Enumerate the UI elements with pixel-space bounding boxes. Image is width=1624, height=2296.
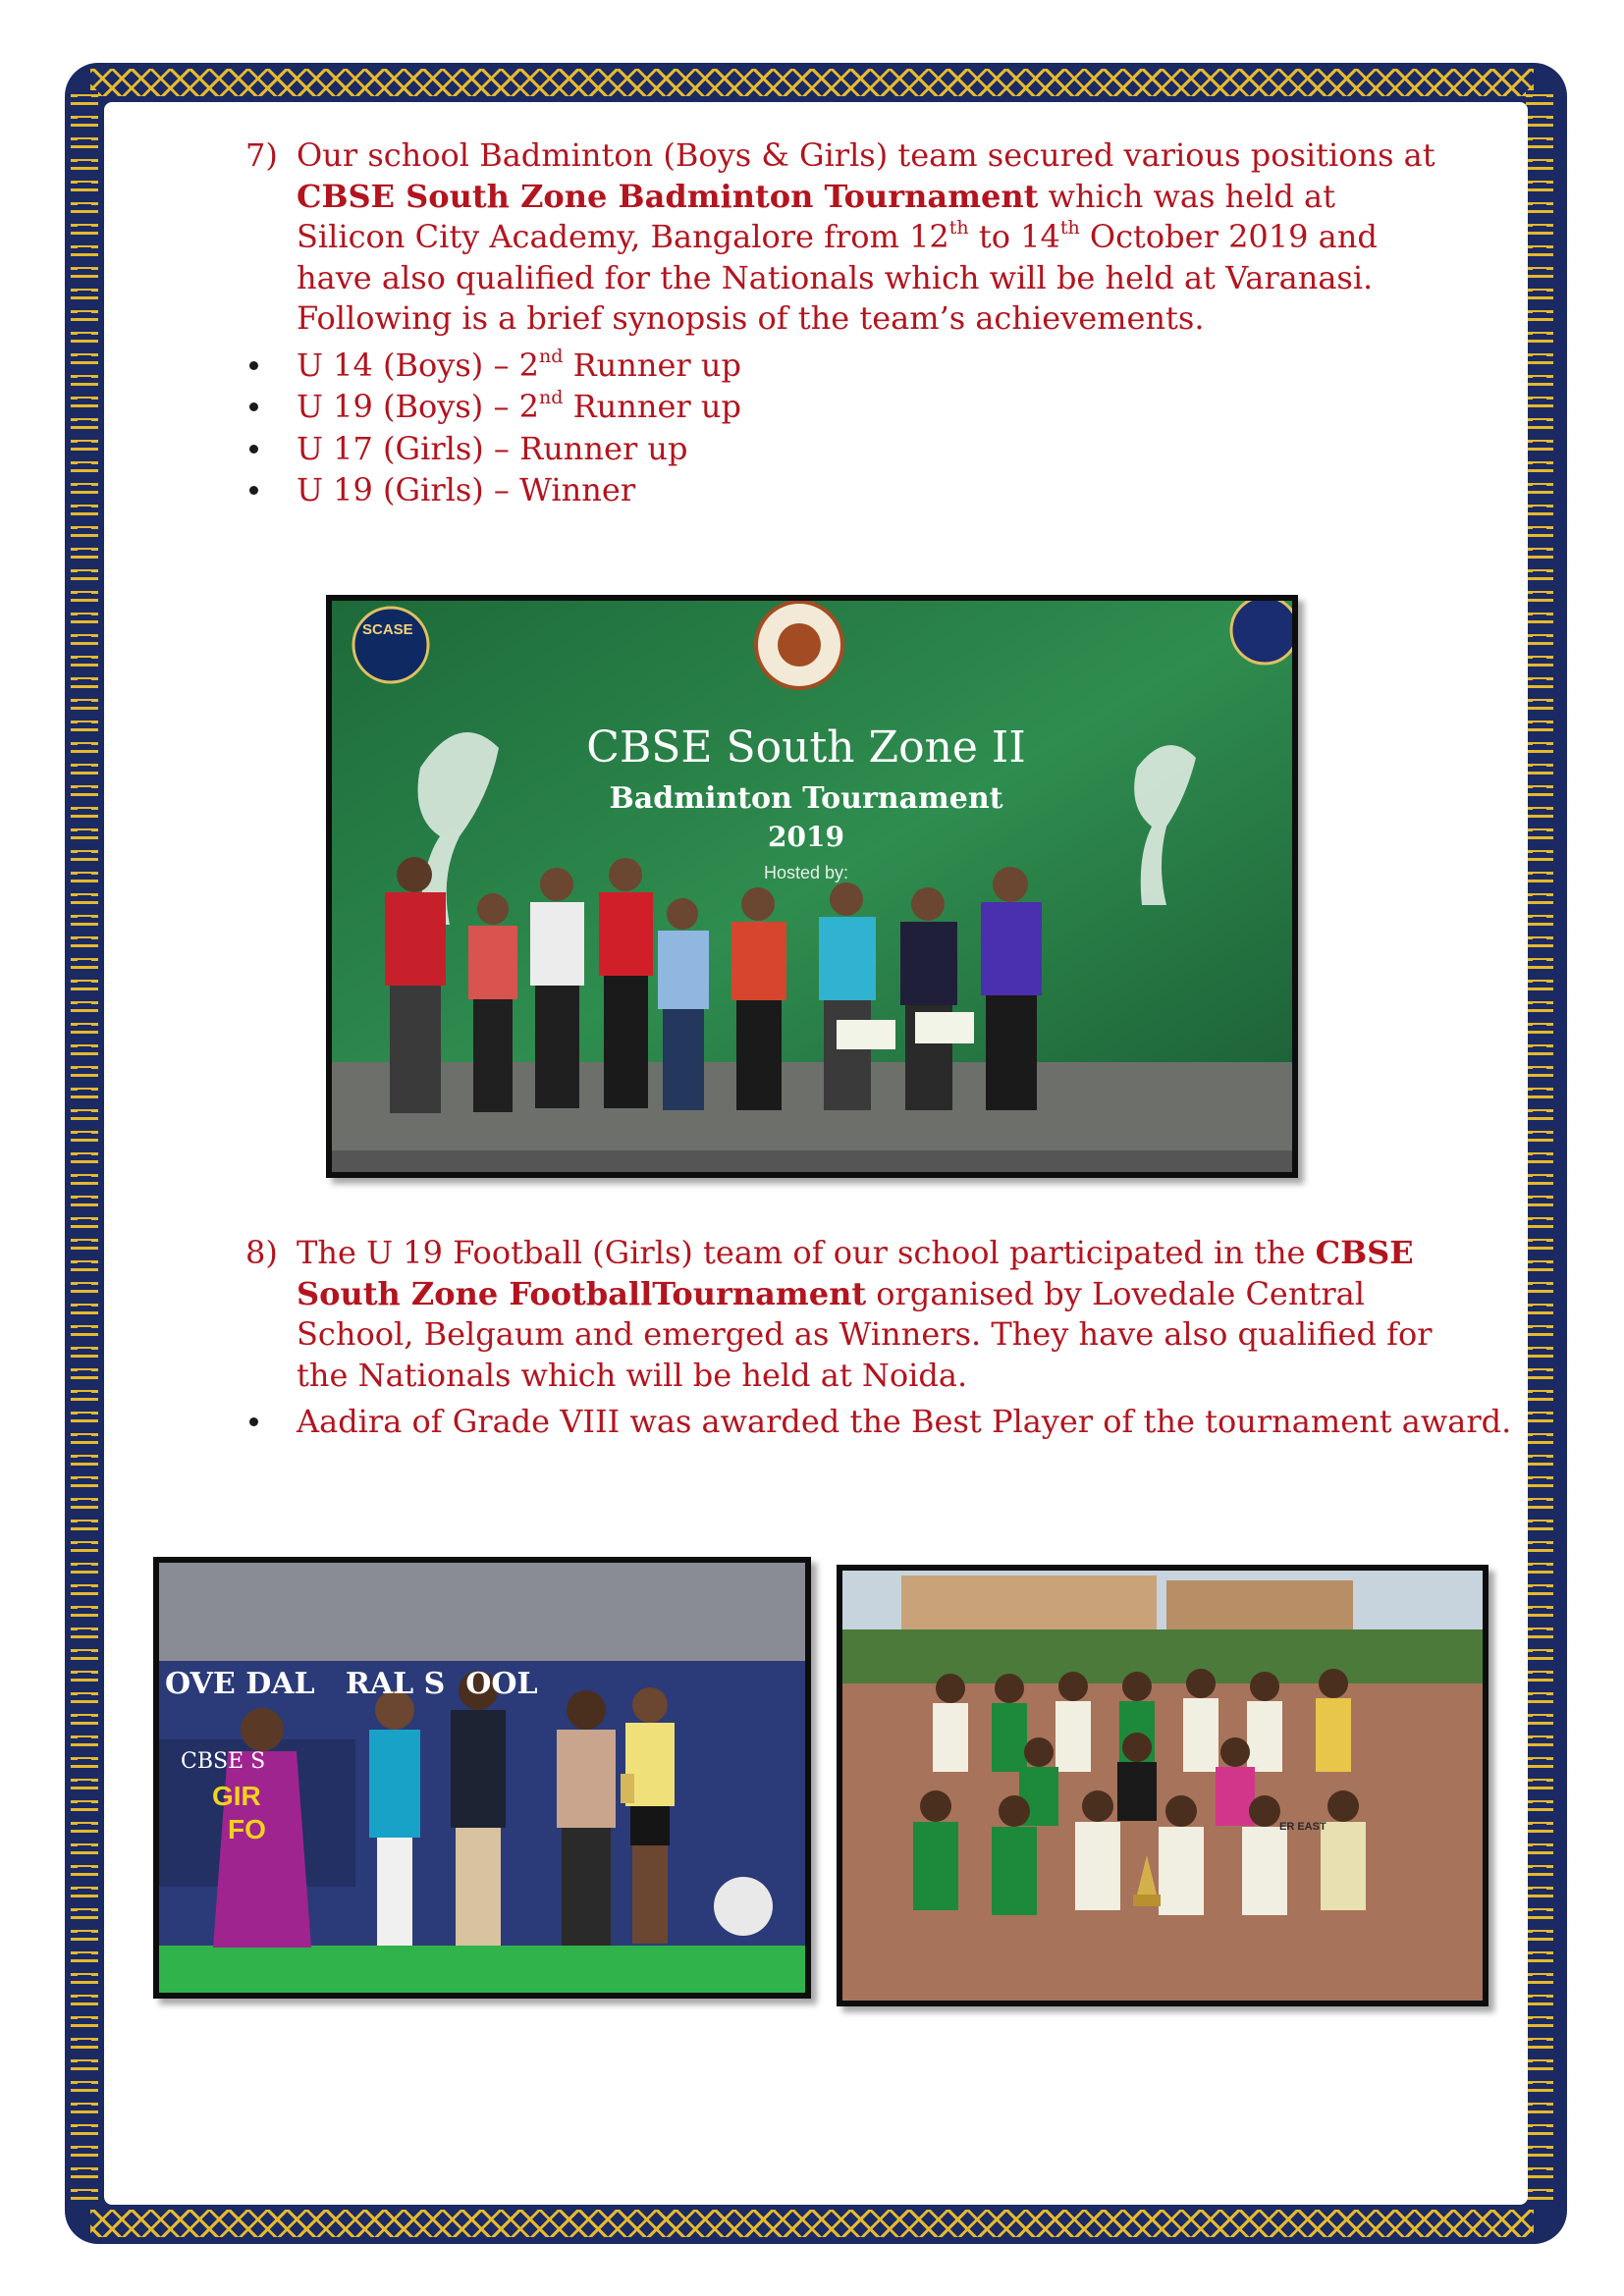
section-8-bold: CBSE South Zone FootballTournament <box>297 1234 1414 1312</box>
section-7-paragraph <box>245 135 1445 340</box>
badminton-team-photo <box>326 595 1298 1178</box>
banner-hosted: Hosted by: <box>763 863 849 882</box>
result-sup: nd <box>538 346 564 368</box>
section-7-number: 7) <box>245 136 278 174</box>
banner-subtitle: Badminton Tournament <box>609 781 1003 816</box>
result-text-post: Runner up <box>563 347 741 384</box>
section-8-paragraph <box>245 1233 1445 1396</box>
result-text: U 19 (Girls) – Winner <box>297 471 636 508</box>
award-ceremony-photo <box>153 1557 811 1999</box>
bullet-dot <box>249 1417 258 1426</box>
bullet-dot <box>249 402 258 411</box>
result-text-post: Runner up <box>563 388 741 425</box>
girls-banner-text: GIR <box>212 1781 261 1811</box>
best-player-text: Aadira of Grade VIII was awarded the Best Player of the tournament award. <box>297 1403 1512 1440</box>
person <box>625 1687 675 1944</box>
section-7-sup-1: th <box>948 217 969 240</box>
person <box>451 1671 506 1946</box>
section-7-text-to: to 14 <box>968 218 1060 255</box>
football-banner-text: FO <box>228 1814 266 1844</box>
trophy <box>621 1774 634 1803</box>
section-8-text-after: organised by Lovedale Central School, Belgaum and emerged as Winners. They have also qualified for the Nationals which will be held at Noida. <box>297 1274 1433 1394</box>
football-team-photo <box>837 1565 1489 2006</box>
bullet-dot <box>249 361 258 370</box>
banner-title: CBSE South Zone II <box>586 722 1026 773</box>
jersey-text: ER EAST <box>1279 1821 1326 1833</box>
section-8-number: 8) <box>245 1234 278 1271</box>
award-photo-illustration <box>159 1563 805 1993</box>
result-sup: nd <box>538 387 564 409</box>
section-7-bold: CBSE South Zone Badminton Tournament <box>297 177 1039 215</box>
section-7-sup-2: th <box>1059 217 1080 240</box>
result-text: U 14 (Boys) – 2 <box>297 347 539 384</box>
banner-year: 2019 <box>768 821 844 853</box>
section-7-text-after-1: which was held at Silicon City Academy, Bangalore from 12 <box>297 177 1335 255</box>
result-text: U 19 (Boys) – 2 <box>297 388 539 425</box>
bullet-dot <box>249 445 258 454</box>
section-8-text-before: The U 19 Football (Girls) team of our school participated in the <box>297 1234 1316 1271</box>
badminton-photo-illustration <box>332 601 1292 1172</box>
trophy-base <box>1133 1895 1161 1906</box>
football-photo-illustration <box>842 1571 1483 2001</box>
scase-logo-text: SCASE <box>362 621 413 638</box>
section-7-text-after-2: October 2019 and have also qualified for the Nationals which will be held at Varanasi. Following is a brief synopsis of the team’s achievements. <box>297 218 1378 337</box>
bullet-dot <box>249 486 258 495</box>
section-7-text-before: Our school Badminton (Boys & Girls) team secured various positions at <box>297 136 1435 174</box>
cbse-banner-text: CBSE S <box>181 1749 266 1774</box>
lovedale-banner-text: OVE DAL RAL S OOL <box>165 1667 538 1701</box>
football-graphic <box>714 1877 773 1936</box>
result-text: U 17 (Girls) – Runner up <box>297 430 688 467</box>
